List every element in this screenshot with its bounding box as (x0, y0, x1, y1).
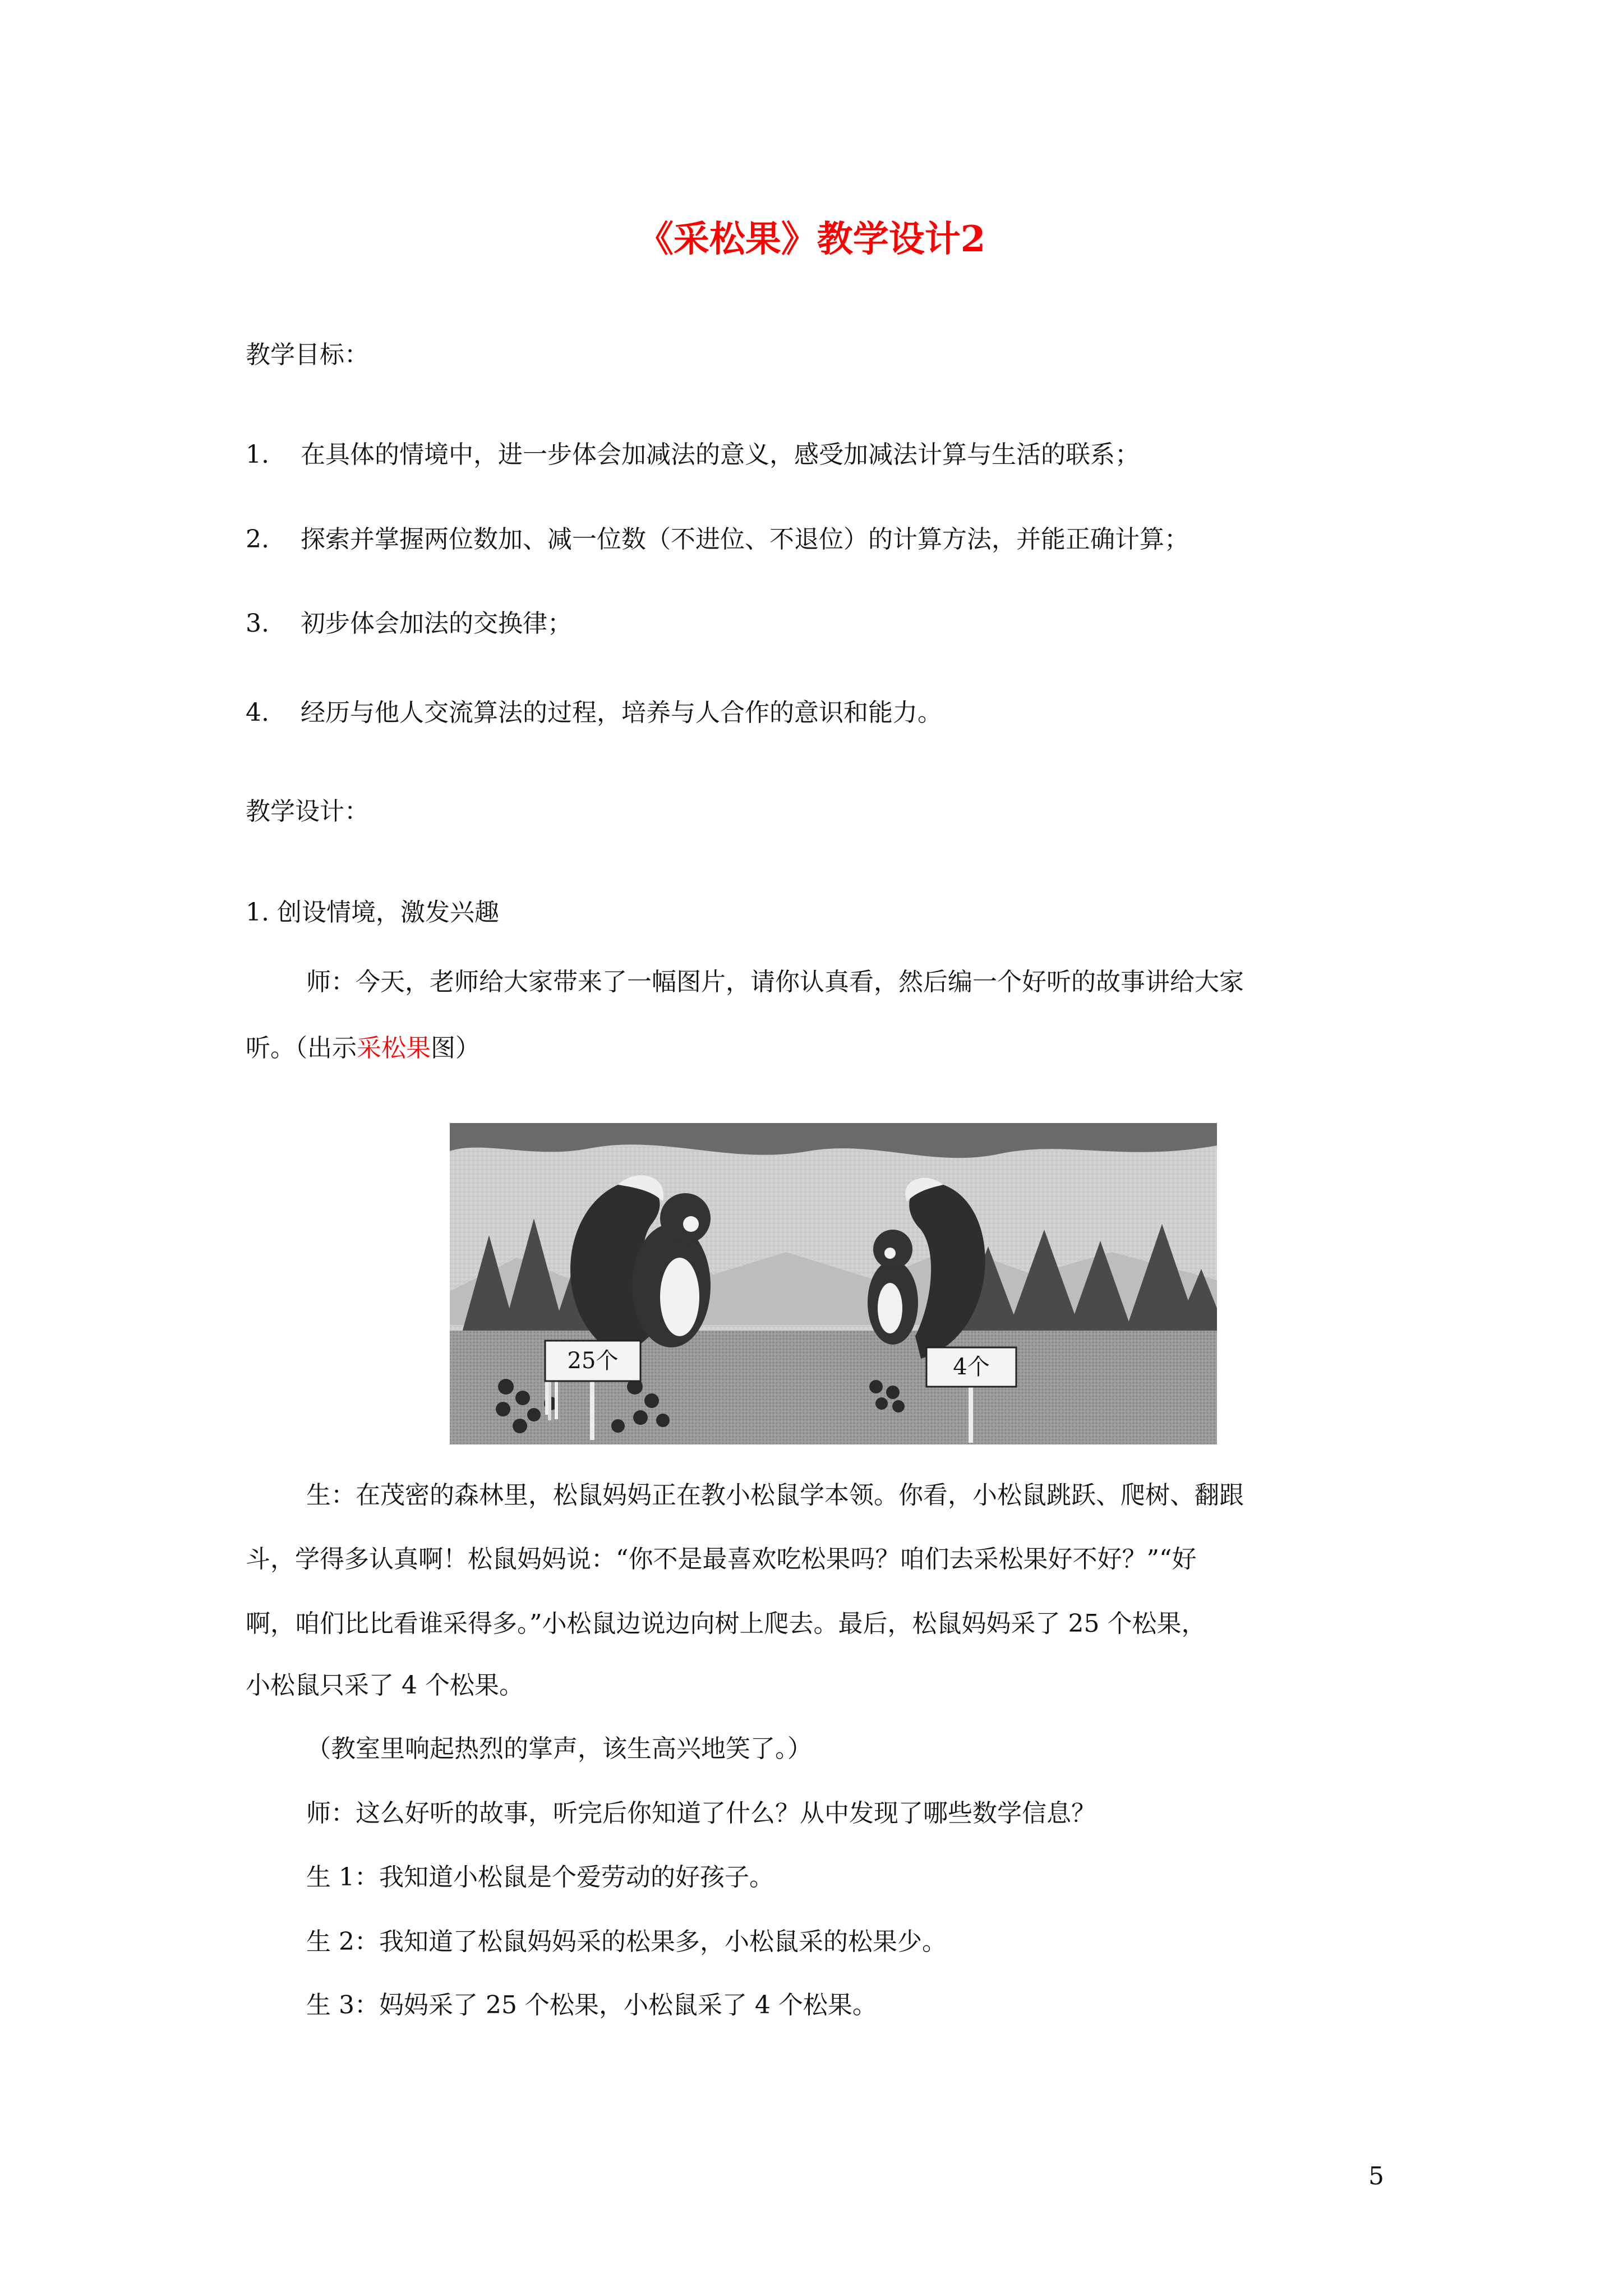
objective-text: 初步体会加法的交换律； (300, 609, 572, 638)
student-answer-3: 生 3：妈妈采了 25 个松果，小松鼠采了 4 个松果。 (306, 1991, 877, 2019)
objective-item-4 (246, 693, 942, 733)
sign-right-label: 4个 (953, 1354, 990, 1380)
objectives-heading: 教学目标： (246, 341, 369, 369)
objective-item-2 (246, 520, 1189, 559)
student-answer-2: 生 2：我知道了松鼠妈妈采的松果多，小松鼠采的松果少。 (306, 1927, 947, 1956)
objective-number: 1. (246, 440, 269, 469)
teacher-question: 师：这么好听的故事，听完后你知道了什么？从中发现了哪些数学信息？ (306, 1799, 1096, 1828)
story-line-3: 啊，咱们比比看谁采得多。”小松鼠边说边向树上爬去。最后，松鼠妈妈采了 25 个松果， (246, 1609, 1206, 1638)
objective-item-1 (246, 435, 1140, 475)
design-heading: 教学设计： (246, 797, 369, 826)
section-heading-1: 1. 创设情境，激发兴趣 (246, 898, 499, 927)
objective-text: 经历与他人交流算法的过程，培养与人合作的意识和能力。 (300, 698, 942, 727)
document-title: 《采松果》教学设计2 (637, 218, 986, 260)
objective-item-3 (246, 604, 572, 643)
page-number: 5 (1368, 2162, 1384, 2191)
story-line-1: 生：在茂密的森林里，松鼠妈妈正在教小松鼠学本领。你看，小松鼠跳跃、爬树、翻跟 (306, 1481, 1244, 1510)
squirrel-illustration (450, 1123, 1217, 1444)
objective-number: 3. (246, 609, 269, 638)
applause-line: （教室里响起热烈的掌声，该生高兴地笑了。） (306, 1734, 812, 1763)
highlight-text: 采松果 (357, 1034, 431, 1062)
objective-text: 在具体的情境中，进一步体会加减法的意义，感受加减法计算与生活的联系； (300, 440, 1140, 469)
student-answer-1: 生 1：我知道小松鼠是个爱劳动的好孩子。 (306, 1863, 774, 1892)
teacher-line-2: 听。（出示采松果图） (246, 1034, 480, 1062)
sign-left-label: 25个 (567, 1348, 619, 1374)
story-line-4: 小松鼠只采了 4 个松果。 (246, 1671, 524, 1700)
story-line-2: 斗，学得多认真啊！松鼠妈妈说：“你不是最喜欢吃松果吗？咱们去采松果好不好？”“好 (246, 1545, 1197, 1573)
objective-text: 探索并掌握两位数加、减一位数（不进位、不退位）的计算方法，并能正确计算； (300, 525, 1189, 554)
objective-number: 4. (246, 698, 269, 727)
teacher-line-1: 师：今天，老师给大家带来了一幅图片，请你认真看，然后编一个好听的故事讲给大家 (306, 968, 1244, 996)
objective-number: 2. (246, 525, 269, 554)
